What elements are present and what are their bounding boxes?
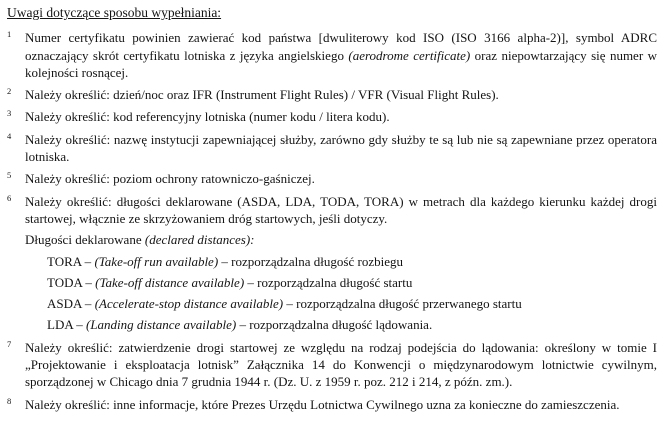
text-segment: TODA – — [47, 274, 96, 290]
note-paragraph — [25, 396, 657, 413]
note-item-7 — [6, 339, 657, 391]
definition-line-asda — [47, 295, 657, 312]
text-segment: – rozporządzalna długość rozbiegu — [218, 253, 403, 269]
italic-text-segment: (declared distances): — [144, 232, 255, 248]
italic-text-segment: (Take-off distance available) — [95, 274, 245, 290]
text-segment: Należy określić: kod referencyjny lotniska (numer kodu / litera kodu). — [25, 109, 390, 125]
text-segment: oraz niepowtarzający się numer w kolejności rosnącej. — [25, 47, 657, 80]
text-segment: Należy określić: zatwierdzenie drogi startowej ze względu na rodzaj podejścia do lądowania: określony w tomie I „Projektowanie i eksploatacja lotnisk” Załącznika 14 do Konwencji o międzynarodowym lotnictwie cywilnym, sporządzonej w Chicago dnia 7 grudnia 1944 r. (Dz. U. z 1959 r. poz. 212 i 214, z późn. zm.). — [25, 339, 657, 390]
text-segment: Należy określić: nazwę instytucji zapewniającej służby, zarówno gdy służby te są lub nie są zapewniane przez operatora lotniska. — [25, 131, 657, 165]
note-item-3 — [6, 108, 657, 125]
text-segment: Należy określić: dzień/noc oraz IFR (Instrument Flight Rules) / VFR (Visual Flight Rules). — [25, 87, 499, 103]
note-item-1 — [6, 29, 657, 81]
note-number: 6 — [7, 192, 12, 203]
note-paragraph — [25, 193, 657, 228]
text-segment: Należy określić: długości deklarowane (ASDA, LDA, TODA, TORA) w metrach dla każdego kierunku każdej drogi startowej, włącznie ze skrzyżowaniem dróg startowych, jeśli dotyczy. — [25, 193, 657, 226]
note-number: 7 — [7, 338, 12, 349]
note-paragraph — [25, 108, 657, 125]
note-item-5 — [6, 170, 657, 187]
italic-text-segment: (Landing distance available) — [86, 317, 237, 333]
text-segment: – rozporządzalna długość przerwanego startu — [283, 296, 522, 312]
note-number: 3 — [7, 108, 12, 119]
note-number: 1 — [7, 29, 12, 40]
text-segment: – rozporządzalna długość startu — [244, 274, 413, 290]
italic-text-segment: (aerodrome certificate) — [348, 47, 471, 63]
definition-line-tora — [47, 253, 657, 270]
text-segment: LDA – — [47, 317, 86, 333]
text-segment: Należy określić: poziom ochrony ratowniczo-gaśniczej. — [25, 171, 315, 187]
text-segment: Długości deklarowane — [25, 232, 145, 248]
text-segment: TORA – — [47, 253, 95, 269]
text-segment: Należy określić: inne informacje, które Prezes Urzędu Lotnictwa Cywilnego uzna za konieczne do zamieszczenia. — [25, 396, 620, 412]
document-heading: Uwagi dotyczące sposobu wypełniania: — [7, 5, 222, 20]
note-paragraph — [25, 86, 657, 103]
italic-text-segment: (Accelerate-stop distance available) — [94, 296, 284, 312]
note-item-8 — [6, 396, 657, 413]
declared-distances-subheading — [25, 231, 657, 248]
note-item-6 — [6, 193, 657, 334]
definition-line-toda — [47, 274, 657, 291]
note-item-4 — [6, 131, 657, 166]
text-segment: – rozporządzalna długość lądowania. — [236, 317, 433, 333]
note-paragraph — [25, 170, 657, 187]
note-paragraph — [25, 339, 657, 391]
note-number: 5 — [7, 170, 12, 181]
note-number: 2 — [7, 86, 12, 97]
note-number: 8 — [7, 395, 12, 406]
definition-line-lda — [47, 316, 657, 333]
text-segment: Numer certyfikatu powinien zawierać kod państwa [dwuliterowy kod ISO (ISO 3166 alpha-2)], symbol ADRC oznaczający skrót certyfikatu lotniska z języka angielskiego — [25, 30, 657, 63]
note-paragraph — [25, 131, 657, 166]
notes-list — [6, 29, 657, 413]
italic-text-segment: (Take-off run available) — [94, 253, 219, 269]
note-number: 4 — [7, 130, 12, 141]
note-item-2 — [6, 86, 657, 103]
note-paragraph — [25, 29, 657, 81]
text-segment: ASDA – — [47, 296, 95, 312]
